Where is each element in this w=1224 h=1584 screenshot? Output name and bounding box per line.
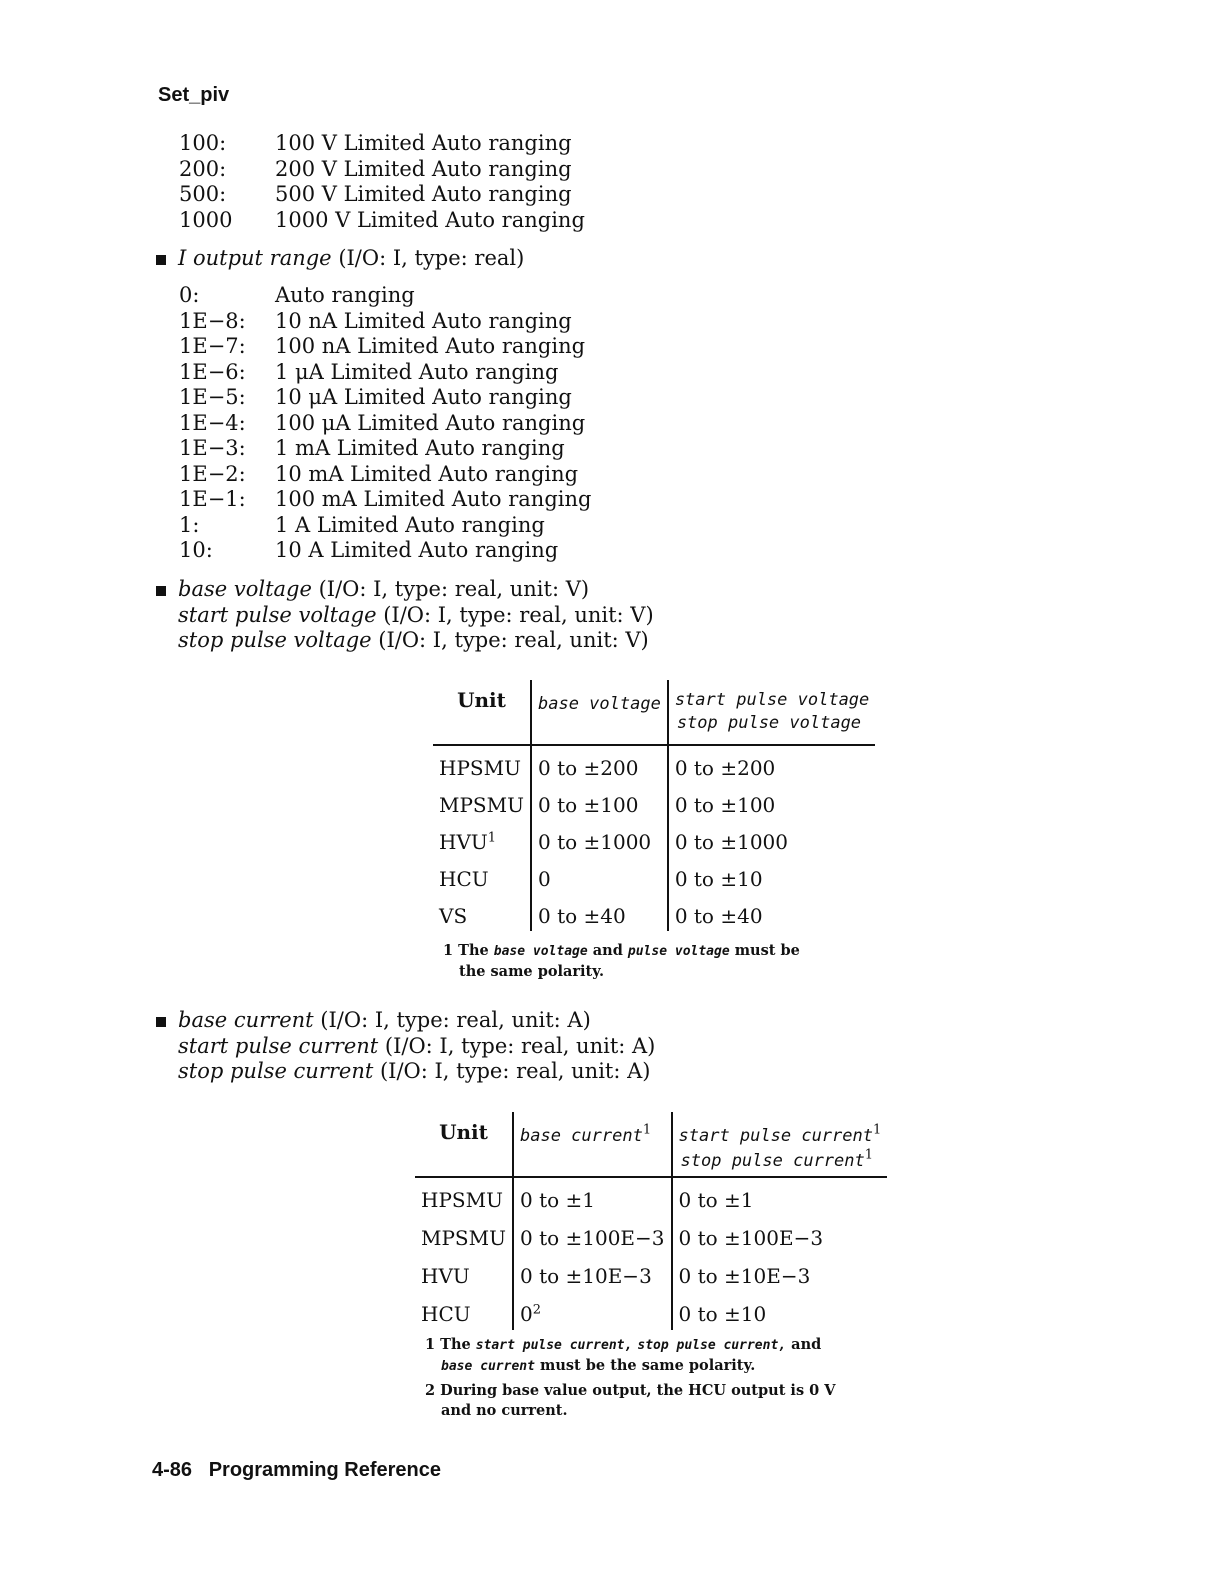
current-range-table (415, 1112, 887, 1330)
voltage-table-footnote: 1 The base voltage and pulse voltage must be the same polarity. (443, 942, 800, 980)
table-row: HPSMU 0 to ±200 0 to ±200 (433, 745, 875, 783)
page-number: 4-86 (152, 1459, 193, 1481)
list-item: 1: 1 A Limited Auto ranging (179, 512, 545, 537)
list-item: 1E−1: 100 mA Limited Auto ranging (179, 487, 592, 511)
list-item: 500: 500 V Limited Auto ranging (179, 182, 572, 206)
table-row: MPSMU 0 to ±100E−3 0 to ±100E−3 (415, 1216, 887, 1254)
list-item: 1E−5: 10 μA Limited Auto ranging (179, 385, 572, 409)
list-item: 1E−2: 10 mA Limited Auto ranging (179, 461, 579, 486)
list-item: 0: Auto ranging (179, 283, 415, 307)
list-item: 200: 200 V Limited Auto ranging (179, 156, 572, 181)
page-header: Set_piv (158, 84, 230, 106)
table-row: HCU $0^2$ 0 to ±10 (415, 1292, 887, 1330)
i-output-range-param: I output range (I/O: I, type: real) (156, 246, 524, 272)
current-table-footnote-2: 2 During base value output, the HCU output is 0 V and no current. (425, 1382, 836, 1419)
table-row: HCU 0 0 to ±10 (433, 857, 875, 894)
bullet-icon (156, 1017, 166, 1027)
list-item: 1E−7: 100 nA Limited Auto ranging (179, 334, 586, 358)
table-row: MPSMU 0 to ±100 0 to ±100 (433, 783, 875, 820)
table-row: HPSMU 0 to ±1 0 to ±1 (415, 1177, 887, 1216)
v-range-list (179, 131, 585, 233)
list-item: 1E−4: 100 μA Limited Auto ranging (179, 410, 586, 435)
current-table-footnote-1: 1 The start pulse current, stop pulse current, and base current must be the same polarity. (425, 1336, 822, 1374)
list-item: 1E−3: 1 mA Limited Auto ranging (179, 436, 565, 460)
list-item: 1E−8: 10 nA Limited Auto ranging (179, 308, 572, 333)
list-item: 100: 100 V Limited Auto ranging (179, 131, 572, 155)
current-params: base current (I/O: I, type: real, unit: A) start pulse current (I/O: I, type: real, unit: A) stop pulse current (I/O: I, type: real, unit: A) (156, 1008, 655, 1085)
table-row: HVU 0 to ±10E−3 0 to ±10E−3 (415, 1254, 887, 1292)
section-title: Programming Reference (208, 1459, 441, 1481)
voltage-range-table (433, 680, 875, 931)
bullet-icon (156, 586, 166, 596)
list-item: 1000 1000 V Limited Auto ranging (179, 207, 585, 232)
table-header-row: Unit base voltage start pulse voltage stop pulse voltage (433, 680, 875, 745)
i-range-list (179, 283, 591, 564)
list-item: 1E−6: 1 μA Limited Auto ranging (179, 359, 559, 384)
list-item: 10: 10 A Limited Auto ranging (179, 538, 559, 562)
table-row: VS 0 to ±40 0 to ±40 (433, 894, 875, 931)
voltage-params: base voltage (I/O: I, type: real, unit: V) start pulse voltage (I/O: I, type: real, unit: V) stop pulse voltage (I/O: I, type: real, unit: V) (156, 577, 654, 654)
page-footer (152, 1459, 441, 1482)
bullet-icon (156, 255, 166, 265)
table-header-row: Unit base current$^1$ start pulse current$^1$ stop pulse current$^1$ (415, 1112, 887, 1177)
table-row: HVU$^1$ 0 to ±1000 0 to ±1000 (433, 820, 875, 857)
